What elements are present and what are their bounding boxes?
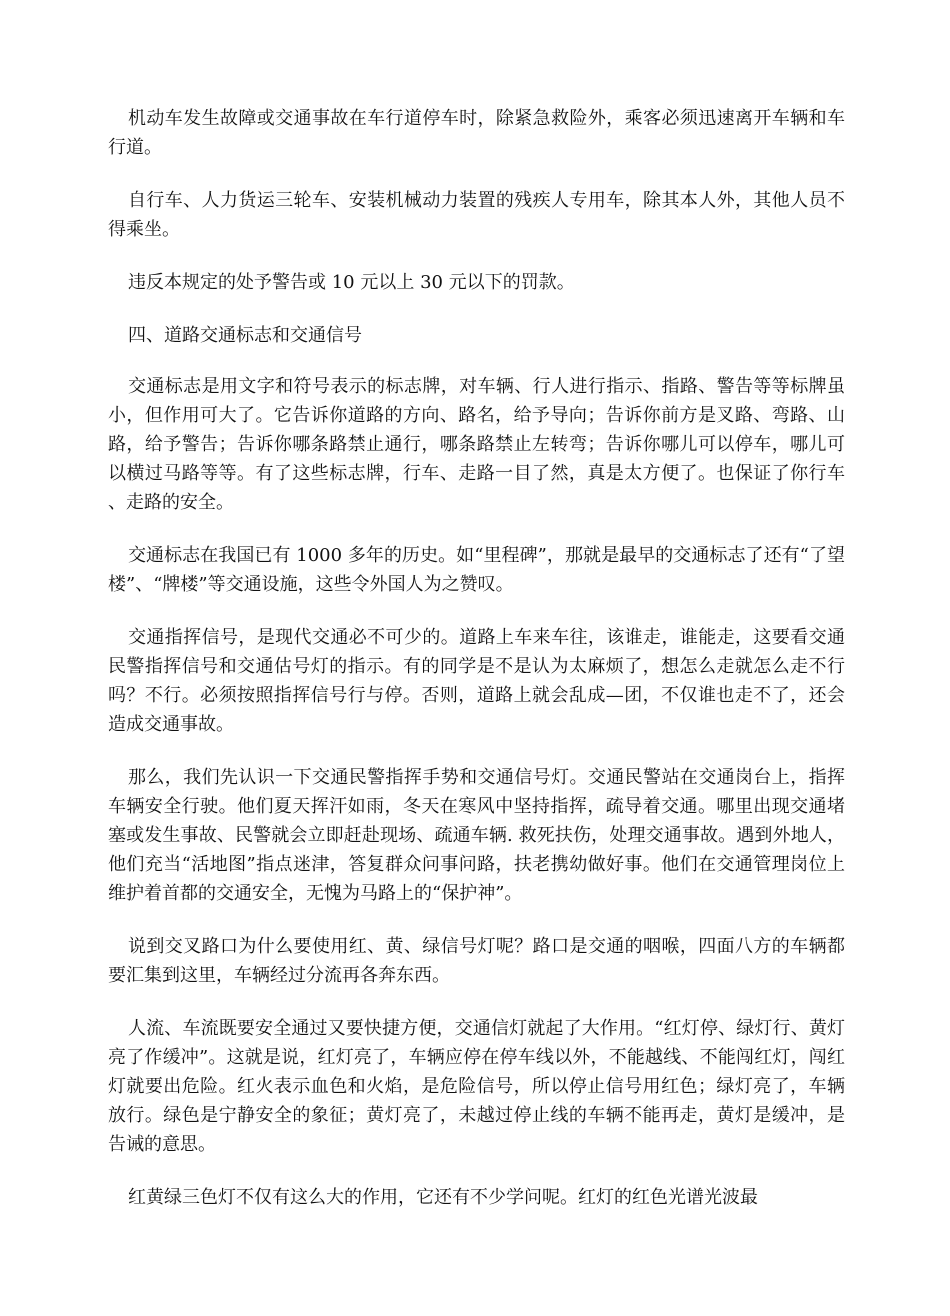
paragraph-traffic-signs: 交通标志是用文字和符号表示的标志牌，对车辆、行人进行指示、指路、警告等等标牌虽小，但作用可大了。它告诉你道路的方向、路名，给予导向；告诉你前方是叉路、弯路、山路，给予警告；告诉你哪条路禁止通行，哪条路禁止左转弯；告诉你哪儿可以停车，哪儿可以横过马路等等。有了这些标志牌，行车、走路一目了然，真是太方便了。也保证了你行车、走路的安全。 xyxy=(108,376,845,513)
paragraph-sign-history: 交通标志在我国已有 1000 多年的历史。如“里程碑”，那就是最早的交通标志了还有“了望楼”、“牌楼”等交通设施，这些令外国人为之赞叹。 xyxy=(108,545,845,595)
paragraph-light-meaning: 人流、车流既要安全通过又要快捷方便，交通信灯就起了大作用。“红灯停、绿灯行、黄灯亮了作缓冲”。这就是说，红灯亮了，车辆应停在停车线以外，不能越线、不能闯红灯，闯红灯就要出危险。红火表示血色和火焰，是危险信号，所以停止信号用红色；绿灯亮了，车辆放行。绿色是宁静安全的象征；黄灯亮了，未越过停止线的车辆不能再走，黄灯是缓冲，是告诫的意思。 xyxy=(108,1018,845,1155)
paragraph-stopping-rules: 机动车发生故障或交通事故在车行道停车时，除紧急救险外，乘客必须迅速离开车辆和车行道。 xyxy=(108,108,845,158)
section-heading: 四、道路交通标志和交通信号 xyxy=(128,325,362,346)
paragraph-traffic-police: 那么，我们先认识一下交通民警指挥手势和交通信号灯。交通民警站在交通岗台上，指挥车辆安全行驶。他们夏天挥汗如雨，冬天在寒风中坚持指挥，疏导着交通。哪里出现交通堵塞或发生事故、民警就会立即赶赴现场、疏通车辆. 救死扶伤，处理交通事故。遇到外地人，他们充当“活地图”指点迷津，答复群众问事问路，扶老携幼做好事。他们在交通管理岗位上维护着首都的交通安全，无愧为马路上的“保护神”。 xyxy=(108,767,845,904)
paragraph-passenger-rules: 自行车、人力货运三轮车、安装机械动力装置的残疾人专用车，除其本人外，其他人员不得乘坐。 xyxy=(108,190,845,240)
paragraph-intersection-lights: 说到交叉路口为什么要使用红、黄、绿信号灯呢？路口是交通的咽喉，四面八方的车辆都要汇集到这里，车辆经过分流再各奔东西。 xyxy=(108,936,845,986)
paragraph-command-signals: 交通指挥信号，是现代交通必不可少的。道路上车来车往，该谁走，谁能走，这要看交通民警指挥信号和交通估号灯的指示。有的同学是不是认为太麻烦了，想怎么走就怎么走不行吗？不行。必须按照指挥信号行与停。否则，道路上就会乱成—团，不仅谁也走不了，还会造成交通事故。 xyxy=(108,627,845,735)
paragraph-penalty: 违反本规定的处予警告或 10 元以上 30 元以下的罚款。 xyxy=(128,272,575,293)
paragraph-light-science: 红黄绿三色灯不仅有这么大的作用，它还有不少学问呢。红灯的红色光谱光波最 xyxy=(128,1187,758,1208)
document-page xyxy=(108,104,845,1236)
